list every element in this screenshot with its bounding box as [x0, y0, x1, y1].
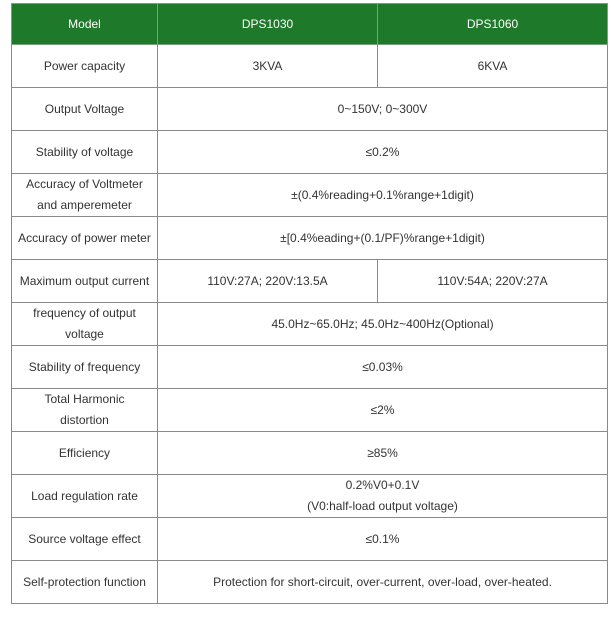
table-row [12, 45, 608, 88]
cell-value: ≤2% [158, 389, 608, 432]
cell-dps1030: 110V:27A; 220V:13.5A [158, 260, 378, 303]
row-label: Accuracy of power meter [12, 217, 158, 260]
row-label-line: distortion [60, 413, 109, 427]
table-row [12, 88, 608, 131]
table-row [12, 217, 608, 260]
cell-value: ±(0.4%reading+0.1%range+1digit) [158, 174, 608, 217]
row-label: Stability of frequency [12, 346, 158, 389]
cell-value: ≤0.2% [158, 131, 608, 174]
table-row [12, 260, 608, 303]
row-label-line: frequency of output [33, 306, 136, 320]
table-row [12, 174, 608, 217]
header-model: Model [12, 4, 158, 45]
row-label [12, 389, 158, 432]
cell-value: ≥85% [158, 432, 608, 475]
row-label: Maximum output current [12, 260, 158, 303]
spec-table [11, 3, 608, 604]
cell-dps1060: 6KVA [378, 45, 608, 88]
table-row [12, 475, 608, 518]
cell-value: Protection for short-circuit, over-current, over-load, over-heated. [158, 561, 608, 604]
cell-value: 45.0Hz~65.0Hz; 45.0Hz~400Hz(Optional) [158, 303, 608, 346]
row-label-line: Accuracy of Voltmeter [26, 177, 143, 191]
cell-value: ≤0.1% [158, 518, 608, 561]
table-row [12, 518, 608, 561]
table-row [12, 432, 608, 475]
table-row [12, 346, 608, 389]
cell-value-line: (V0:half-load output voltage) [307, 499, 458, 513]
cell-value: ≤0.03% [158, 346, 608, 389]
cell-dps1030: 3KVA [158, 45, 378, 88]
cell-value: ±[0.4%eading+(0.1/PF)%range+1digit) [158, 217, 608, 260]
table-row [12, 561, 608, 604]
row-label [12, 174, 158, 217]
cell-value: 0~150V; 0~300V [158, 88, 608, 131]
header-row [12, 4, 608, 45]
table-row [12, 303, 608, 346]
cell-value [158, 475, 608, 518]
row-label: Efficiency [12, 432, 158, 475]
row-label-line: Total Harmonic [44, 392, 125, 406]
row-label: Self-protection function [12, 561, 158, 604]
row-label: Stability of voltage [12, 131, 158, 174]
table-row [12, 131, 608, 174]
cell-value-line: 0.2%V0+0.1V [345, 478, 420, 492]
header-dps1030: DPS1030 [158, 4, 378, 45]
cell-dps1060: 110V:54A; 220V:27A [378, 260, 608, 303]
row-label: Power capacity [12, 45, 158, 88]
row-label-line: and amperemeter [37, 198, 132, 212]
header-dps1060: DPS1060 [378, 4, 608, 45]
row-label: Source voltage effect [12, 518, 158, 561]
table-row [12, 389, 608, 432]
row-label: Load regulation rate [12, 475, 158, 518]
row-label-line: voltage [65, 327, 104, 341]
row-label [12, 303, 158, 346]
row-label: Output Voltage [12, 88, 158, 131]
